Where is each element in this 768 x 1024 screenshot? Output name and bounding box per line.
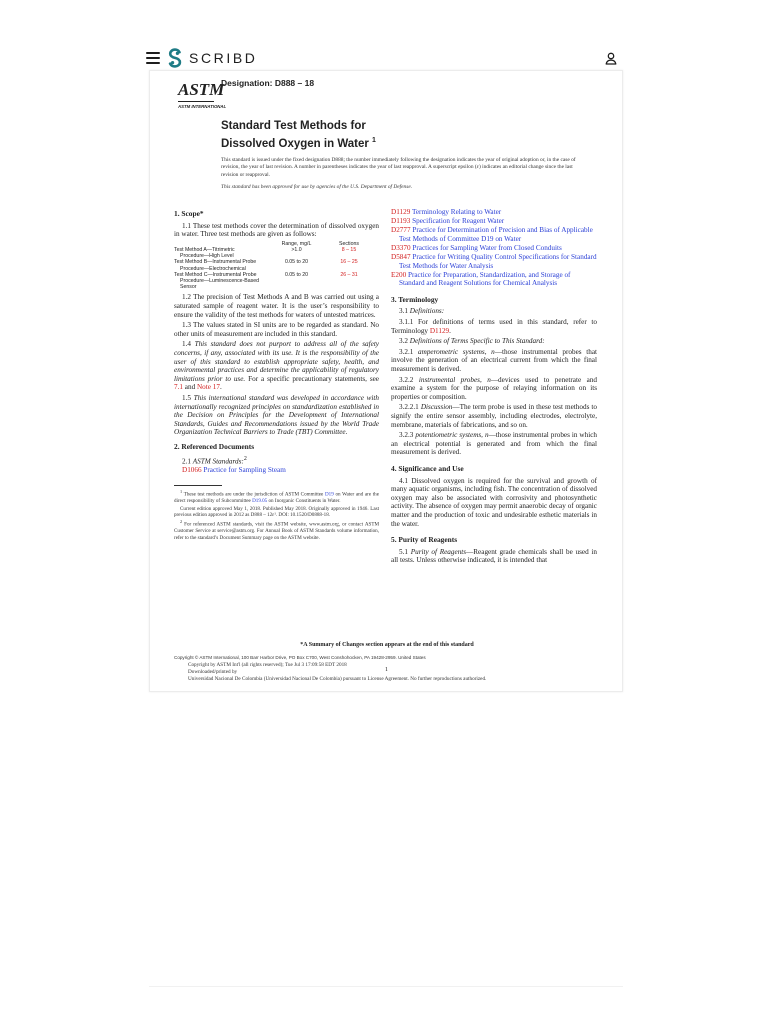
paragraph-3-2-3: 3.2.3 potentiometric systems, n—those instrumental probes in which an electrical potential is generated and from which the final measurement is derived.	[391, 431, 598, 457]
page-number: 1	[385, 667, 388, 673]
footnote-1: $^1$ These test methods are under the jurisdiction of ASTM Committee D19 on Water and are the direct responsibility of Subcommittee D19.05 on Inorganic Constituents in Water.	[174, 489, 379, 505]
paragraph-3-1: 3.1 Definitions:	[399, 307, 445, 316]
reference-item[interactable]: D1129 Terminology Relating to Water	[391, 208, 502, 216]
copyright-line: Copyright © ASTM International, 100 Barr Harbor Drive, PO Box C700, West Conshohocken, PA 19428-2959. United States	[174, 655, 426, 660]
table-header-range: Range, mg/L	[281, 240, 312, 247]
astm-logo-icon	[176, 77, 227, 111]
footnote-edition: Current edition approved May 1, 2018. Published May 2018. Originally approved in 1946. Last previous edition approved in 2012 as D888 – 12ε¹. DOI: 10.1520/D0888-18.	[174, 505, 379, 518]
section-heading-scope: 1. Scope*	[174, 209, 204, 218]
table-row: Test Method B—Instrumental Probe 0.05 to 20 16 – 25	[174, 259, 374, 265]
hamburger-menu-icon[interactable]	[146, 52, 160, 64]
table-header-sections: Sections	[339, 240, 359, 247]
section-link[interactable]: 26 – 31	[340, 271, 358, 278]
paragraph-1-2: 1.2 The precision of Test Methods A and B was carried out using a saturated sample of reagent water. It is the user’s responsibility to ensure the validity of the test methods for waters of untested matrices.	[174, 293, 379, 319]
scribd-logo-icon	[168, 48, 182, 68]
paragraph-3-1-1: 3.1.1 For definitions of terms used in this standard, refer to Terminology D1129.	[391, 318, 597, 335]
right-column	[391, 208, 597, 567]
section-link[interactable]: 16 – 25	[340, 259, 358, 266]
section-heading-referenced-documents: 2. Referenced Documents	[174, 441, 255, 451]
svg-text:ASTM: ASTM	[178, 80, 225, 99]
intro-paragraph: This standard is issued under the fixed designation D888; the number immediately following the designation indicates the year of original adoption or, in the case of revision, the year of last revision. A number in parentheses indicates the year of last reapproval. A superscript epsilon (ε) indicates an editorial change since the last revision or reapproval.	[221, 157, 576, 178]
reference-item[interactable]: D1066 Practice for Sampling Steam	[182, 466, 286, 475]
astm-standards-list	[174, 455, 379, 476]
ref-link-d1129[interactable]: D1129	[429, 326, 450, 335]
paragraph-3-2-1: 3.2.1 amperometric systems, n—those instrumental probes that involve the generation of an electrical current from which the final measurement is derived.	[391, 347, 598, 373]
section-link[interactable]: 8 – 15	[341, 246, 357, 253]
page-separator	[149, 986, 623, 987]
reference-item[interactable]: D5847 Practice for Writing Quality Control Specifications for Standard Test Methods for Water Analysis	[391, 252, 597, 270]
paragraph-1-4: 1.4 This standard does not purport to address all of the safety concerns, if any, associated with its use. It is the responsibility of the user of this standard to establish appropriate safety, health, and environmental practices and determine the applicability of regulatory limitations prior to use. For a specific precautionary statements, see 7.1 and Note 17.	[174, 340, 380, 392]
paragraph-1-3: 1.3 The values stated in SI units are to be regarded as standard. No other units of measurement are included in this standard.	[174, 321, 379, 338]
table-row-sub: Sensor	[180, 284, 197, 291]
top-navigation-bar	[0, 0, 768, 78]
brand-name: SCRIBD	[189, 50, 258, 66]
dod-approval-note: This standard has been approved for use by agencies of the U.S. Department of Defense.	[221, 184, 413, 190]
reference-item[interactable]: D1193 Specification for Reagent Water	[391, 217, 505, 226]
paragraph-4-1: 4.1 Dissolved oxygen is required for the survival and growth of many aquatic organisms, including fish. The concentration of dissolved oxygen may also be associated with corrosivity and photosynthetic activity. The absence of oxygen may permit anaerobic decay of organic matter and the production of toxic and undesirable esthetic materials in the water.	[391, 476, 597, 528]
document-page	[149, 70, 623, 692]
summary-of-changes-note: *A Summary of Changes section appears at the end of this standard	[300, 642, 474, 648]
section-heading-purity: 5. Purity of Reagents	[391, 535, 458, 545]
footnote-2: $^2$ For referenced ASTM standards, visit the ASTM website, www.astm.org, or contact ASTM Customer Service at service@astm.org. For Annual Book of ASTM Standards volume information, refer to the standard’s Document Summary page on the ASTM website.	[174, 519, 379, 541]
reference-item[interactable]: D2777 Practice for Determination of Precision and Bias of Applicable Test Methods of Committee D19 on Water	[391, 226, 593, 243]
reference-item[interactable]: D3370 Practices for Sampling Water from Closed Conduits	[391, 243, 562, 252]
svg-text:ASTM INTERNATIONAL: ASTM INTERNATIONAL	[178, 104, 227, 109]
paragraph-1-1: 1.1 These test methods cover the determination of dissolved oxygen in water. Three test methods are given as follows:	[174, 221, 379, 239]
reference-item[interactable]: E200 Practice for Preparation, Standardization, and Storage of Standard and Reagent Solutions for Chemical Analysis	[391, 270, 571, 288]
title-footnote-marker: 1	[372, 136, 376, 144]
referenced-documents-list	[391, 208, 597, 288]
paragraph-3-2-2: 3.2.2 instrumental probes, n—devices used to penetrate and examine a system for the purpose of relaying information on its properties or composition.	[391, 375, 598, 401]
table-row-sub: Procedure—High Level	[180, 253, 234, 260]
table-row-sub: Procedure—Electrochemical	[180, 265, 246, 272]
table-row: Test Method C—Instrumental Probe 0.05 to 20 26 – 31	[174, 272, 374, 278]
paragraph-3-2: 3.2 Definitions of Terms Specific to This Standard:	[399, 337, 545, 346]
section-heading-terminology: 3. Terminology	[391, 294, 439, 304]
ref-link-7-1[interactable]: 7.1	[174, 383, 183, 392]
ref-link-d19-05[interactable]: D19.05	[252, 498, 268, 505]
methods-table	[174, 241, 374, 291]
user-profile-icon[interactable]	[602, 50, 620, 68]
paragraph-3-2-2-1: 3.2.2.1 Discussion—The term probe is used in these test methods to signify the entire sensor assembly, including electrodes, electrolyte, membrane, materials of fabrications, and so on.	[391, 403, 598, 429]
ref-link-note-17[interactable]: Note 17	[196, 383, 220, 392]
paragraph-2-1: 2.1 ASTM Standards:$^2$	[182, 455, 247, 465]
table-row: Test Method A—Titrimetric >1.0 8 – 15	[174, 247, 374, 253]
scribd-logo[interactable]	[168, 47, 258, 69]
title-line-2: Dissolved Oxygen in Water $^1$	[221, 136, 376, 150]
paragraph-5-1: 5.1 Purity of Reagents—Reagent grade chemicals shall be used in all tests. Unless otherwise indicated, it is intended that	[391, 547, 598, 565]
section-heading-significance: 4. Significance and Use	[391, 463, 464, 473]
paragraph-1-5: 1.5 This international standard was developed in accordance with internationally recognized principles on standardization established in the Decision on Principles for the Development of International Standards, Guides and Recommendations issued by the World Trade Organization Technical Barriers to Trade (TBT) Committee.	[174, 393, 379, 437]
ref-link-d19[interactable]: D19	[324, 491, 334, 498]
footnote-divider	[174, 485, 222, 486]
designation: Designation: D888 – 18	[221, 78, 315, 88]
license-notice: Copyright by ASTM Int'l (all rights reserved); Tue Jul 3 17:09:58 EDT 2018 Downloaded/printed by Universidad Nacional De Colombia (Universidad Nacional De Colombia) pursuant to License Agreement. No further reproductions authorized.	[188, 662, 487, 682]
table-row-sub: Procedure—Luminescence-Based	[180, 278, 260, 284]
title-line-1: Standard Test Methods for	[221, 120, 366, 132]
left-column	[174, 208, 379, 542]
document-title	[221, 119, 376, 151]
